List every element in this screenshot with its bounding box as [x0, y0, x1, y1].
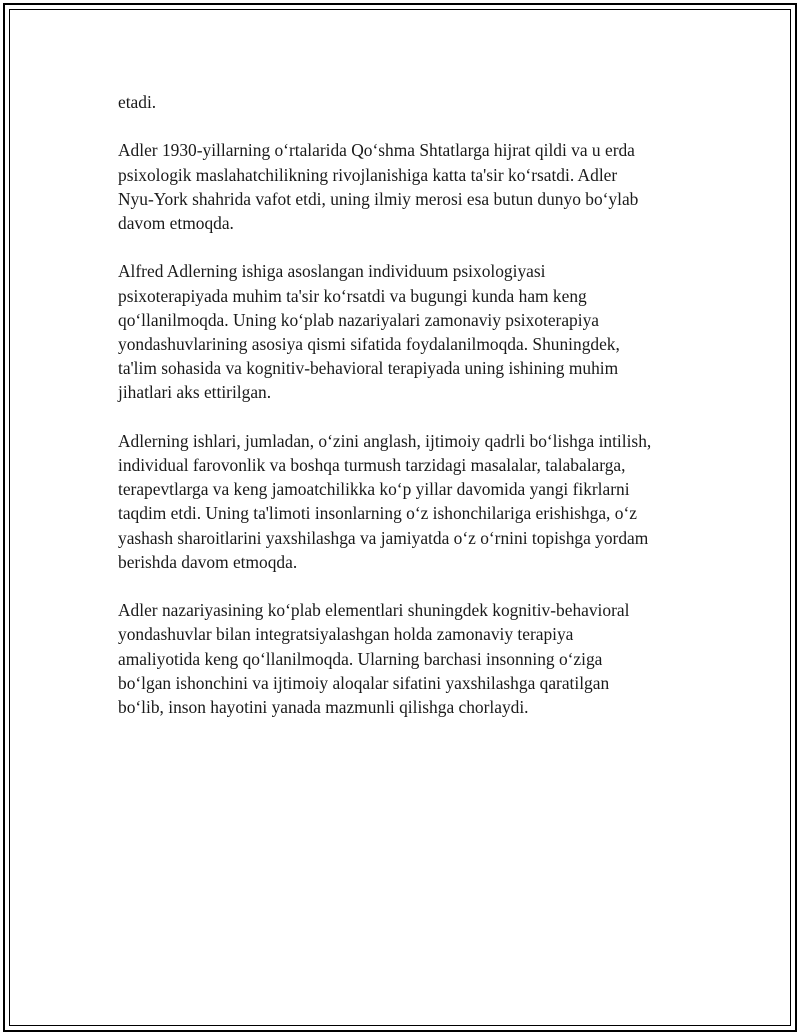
paragraph-line: psixoterapiyada muhim ta'sir ko‘rsatdi va bugungi kunda ham keng: [118, 285, 587, 306]
paragraph-line: individual farovonlik va boshqa turmush tarzidagi masalalar, talabalarga,: [118, 455, 626, 475]
paragraph-line: yondashuvlar bilan integratsiyalashgan holda zamonaviy terapiya: [118, 624, 574, 645]
paragraph-line: davom etmoqda.: [118, 213, 234, 233]
paragraph-line: terapevtlarga va keng jamoatchilikka ko‘p yillar davomida yangi fikrlarni: [118, 479, 630, 500]
paragraph-1: [118, 90, 698, 114]
paragraph-line: Adler 1930-yillarning o‘rtalarida Qo‘shma Shtatlarga hijrat qildi va u erda: [118, 140, 635, 161]
paragraph-line: amaliyotida keng qo‘llanilmoqda. Ularning barchasi insonning o‘ziga: [118, 648, 603, 669]
paragraph-line: Adlerning ishlari, jumladan, o‘zini anglash, ijtimoiy qadrli bo‘lishga intilish,: [118, 430, 652, 451]
paragraph-line: bo‘lgan ishonchini va ijtimoiy aloqalar sifatini yaxshilashga qaratilgan: [118, 672, 610, 693]
paragraph-line: psixologik maslahatchilikning rivojlanishiga katta ta'sir ko‘rsatdi. Adler: [118, 164, 618, 185]
paragraph-line: ta'lim sohasida va kognitiv-behavioral terapiyada uning ishining muhim: [118, 358, 619, 379]
paragraph-5: [118, 598, 698, 719]
paragraph-2: [118, 138, 698, 235]
paragraph-line: Alfred Adlerning ishiga asoslangan individuum psixologiyasi: [118, 261, 546, 282]
paragraph-line: yondashuvlarining asosiya qismi sifatida foydalanilmoqda. Shuningdek,: [118, 334, 620, 354]
paragraph-line: berishda davom etmoqda.: [118, 551, 298, 572]
paragraph-line: Nyu-York shahrida vafot etdi, uning ilmiy merosi esa butun dunyo bo‘ylab: [118, 188, 639, 209]
paragraph-3: [118, 259, 698, 404]
paragraph-line: Adler nazariyasining ko‘plab elementlari shuningdek kognitiv-behavioral: [118, 600, 630, 621]
paragraph-4: [118, 429, 698, 574]
paragraph-line: jihatlari aks ettirilgan.: [118, 382, 272, 403]
paragraph-line: taqdim etdi. Uning ta'limoti insonlarning o‘z ishonchilariga erishishga, o‘z: [118, 503, 637, 524]
paragraph-line: yashash sharoitlarini yaxshilashga va jamiyatda o‘z o‘rnini topishga yordam: [118, 527, 649, 548]
paragraph-line: bo‘lib, inson hayotini yanada mazmunli qilishga chorlaydi.: [118, 697, 529, 718]
paragraph-line: etadi.: [118, 92, 157, 112]
paragraph-line: qo‘llanilmoqda. Uning ko‘plab nazariyalari zamonaviy psixoterapiya: [118, 309, 599, 330]
document-body: [118, 90, 698, 743]
